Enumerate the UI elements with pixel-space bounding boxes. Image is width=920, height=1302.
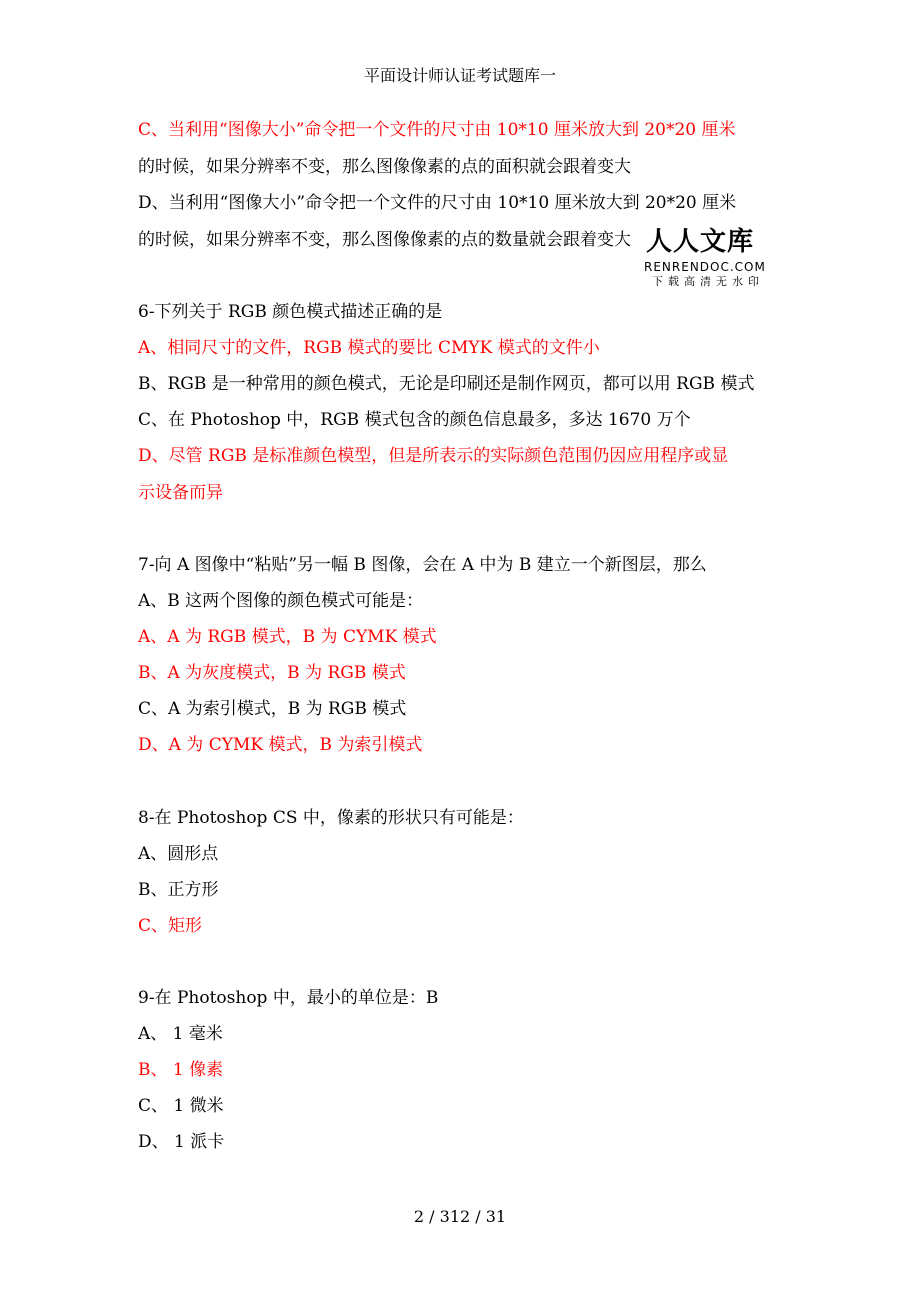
watermark-url: RENRENDOC.COM (644, 260, 766, 274)
question7-stem-line2: A、B 这两个图像的颜色模式可能是： (138, 591, 424, 611)
question7-option-a: A、A 为 RGB 模式，B 为 CYMK 模式 (138, 627, 437, 647)
question6-option-d-line2: 示设备而异 (138, 483, 223, 503)
question8-option-c: C、矩形 (138, 916, 203, 936)
question5-option-c-line1: C、当利用“图像大小”命令把一个文件的尺寸由 10*10 厘米放大到 20*20 厘米 (138, 120, 736, 140)
question9-option-d: D、 1 派卡 (138, 1132, 225, 1152)
question8-stem: 8-在 Photoshop CS 中，像素的形状只有可能是： (138, 808, 524, 828)
question7-option-c: C、A 为索引模式，B 为 RGB 模式 (138, 699, 407, 719)
question6-option-a: A、相同尺寸的文件，RGB 模式的要比 CMYK 模式的文件小 (138, 338, 600, 358)
question5-option-d-line2: 的时候，如果分辨率不变，那么图像像素的点的数量就会跟着变大 (138, 230, 631, 250)
watermark-tagline: 下载高清无水印 (652, 275, 764, 288)
renrendoc-watermark (640, 226, 780, 290)
question6-stem: 6-下列关于 RGB 颜色模式描述正确的是 (138, 302, 443, 322)
question9-option-b: B、 1 像素 (138, 1060, 224, 1080)
watermark-logo: 人人文库 (646, 227, 755, 257)
page-header: 平面设计师认证考试题库一 (363, 66, 556, 85)
question9-option-a: A、 1 毫米 (138, 1024, 223, 1044)
question7-stem-line1: 7-向 A 图像中“粘贴”另一幅 B 图像，会在 A 中为 B 建立一个新图层，那么 (138, 555, 707, 575)
page-number: 2 / 312 / 31 (413, 1207, 507, 1226)
question7-option-d: D、A 为 CYMK 模式，B 为索引模式 (138, 735, 423, 755)
question6-option-c: C、在 Photoshop 中，RGB 模式包含的颜色信息最多，多达 1670 万个 (138, 410, 691, 430)
question6-option-b: B、RGB 是一种常用的颜色模式，无论是印刷还是制作网页，都可以用 RGB 模式 (138, 374, 755, 394)
question5-option-d-line1: D、当利用“图像大小”命令把一个文件的尺寸由 10*10 厘米放大到 20*20 厘米 (138, 193, 737, 213)
question8-option-a: A、圆形点 (138, 844, 219, 864)
question5-option-c-line2: 的时候，如果分辨率不变，那么图像像素的点的面积就会跟着变大 (138, 157, 631, 177)
question7-option-b: B、A 为灰度模式，B 为 RGB 模式 (138, 663, 406, 683)
question8-option-b: B、正方形 (138, 880, 219, 900)
question9-option-c: C、 1 微米 (138, 1096, 224, 1116)
question6-option-d-line1: D、尽管 RGB 是标准颜色模型，但是所表示的实际颜色范围仍因应用程序或显 (138, 446, 729, 466)
question9-stem: 9-在 Photoshop 中，最小的单位是：B (138, 988, 439, 1008)
